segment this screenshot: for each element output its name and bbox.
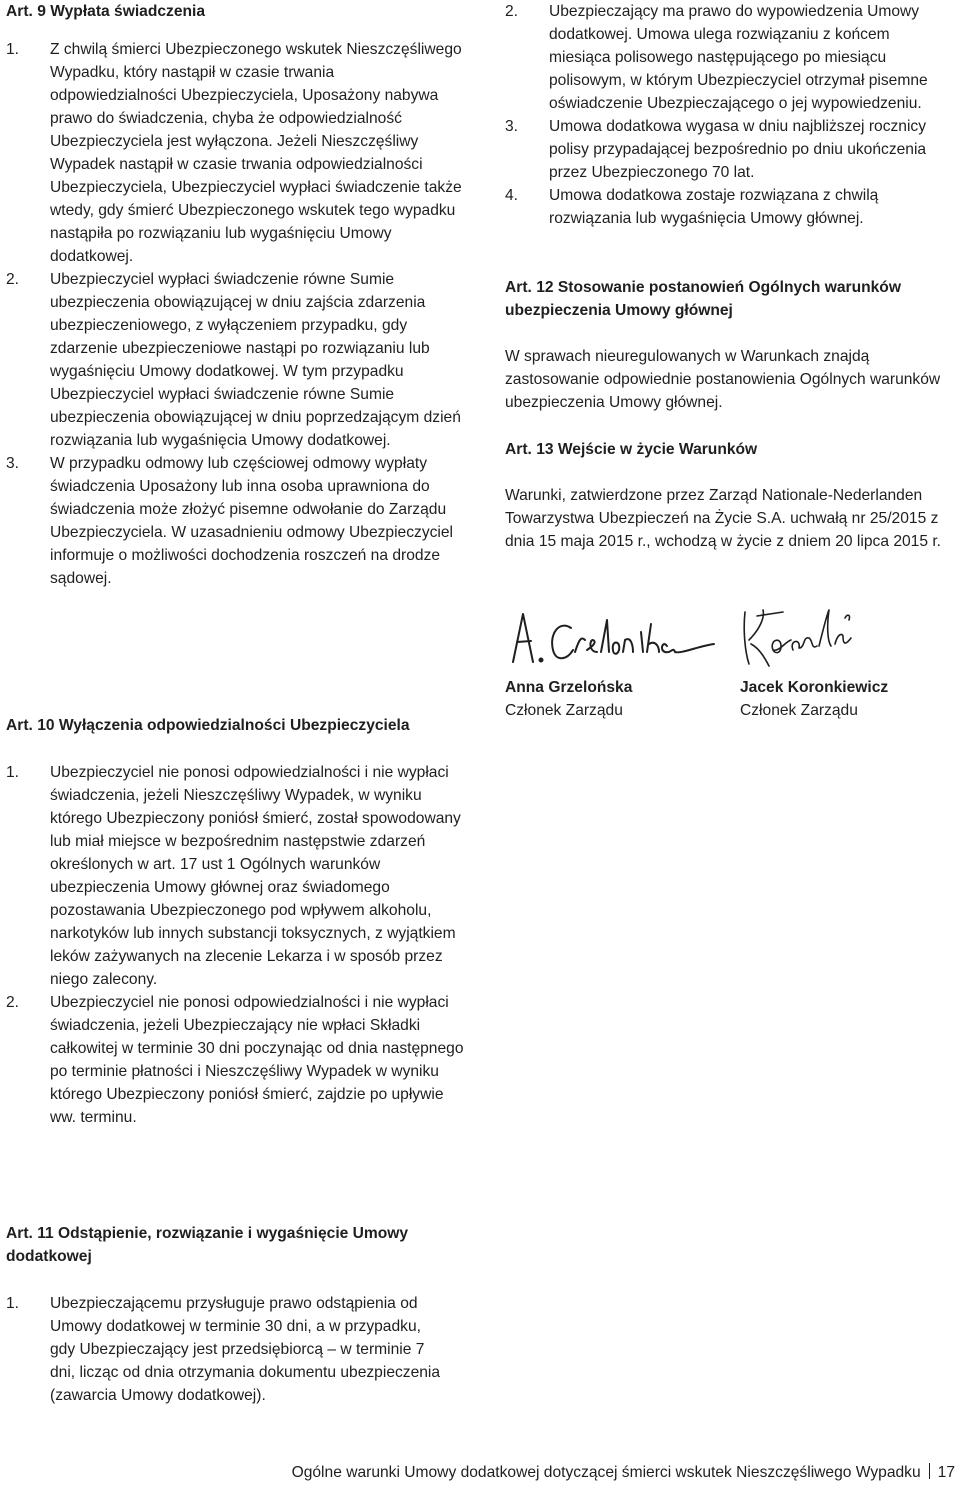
clause: [6, 1292, 446, 1407]
clause-text: Umowa dodatkowa wygasa w dniu najbliższej rocznicy polisy przypadającej bezpośrednio po dniu ukończenia przez Ubezpieczonego 70 lat.: [549, 118, 927, 181]
page-number: 17: [937, 1464, 955, 1481]
clause: [6, 268, 464, 452]
clause-number: 1.: [6, 1295, 20, 1312]
signatory-role: Członek Zarządu: [740, 702, 858, 719]
article-9: [6, 0, 464, 590]
clause-number: 2.: [505, 3, 519, 20]
article-11-clauses: [6, 1292, 446, 1407]
clause-text: Umowa dodatkowa zostaje rozwiązana z chwilą rozwiązania lub wygaśnięcia Umowy głównej.: [549, 187, 879, 227]
clause: [6, 38, 464, 268]
article-10-title: Art. 10 Wyłączenia odpowiedzialności Ubezpieczyciela: [6, 717, 410, 734]
article-10-clauses: [6, 761, 464, 1129]
clause-number: 1.: [6, 764, 20, 781]
signature-image-anna-grzelonska: [509, 606, 719, 668]
clause-number: 1.: [6, 41, 20, 58]
page-footer: [292, 1463, 955, 1483]
clause-text: Ubezpieczający ma prawo do wypowiedzenia Umowy dodatkowej. Umowa ulega rozwiązaniu z końcem miesiąca polisowego następującego po miesiącu polisowym, w którym Ubezpieczyciel otrzymał pisemne oświadczenie Ubezpieczającego o jej wypowiedzeniu.: [549, 3, 928, 112]
clause-text: Ubezpieczającemu przysługuje prawo odstąpienia od Umowy dodatkowej w terminie 30 dni, a w przypadku, gdy Ubezpieczający jest przedsiębiorcą – w terminie 7 dni, licząc od dnia otrzymania dokumentu ubezpieczenia (zawarcia Umowy dodatkowej).: [50, 1295, 441, 1404]
article-9-title: Art. 9 Wypłata świadczenia: [6, 3, 206, 20]
article-13-text: Warunki, zatwierdzone przez Zarząd Nationale-Nederlanden Towarzystwa Ubezpieczeń na Życie S.A. uchwałą nr 25/2015 z dnia 15 maja 2015 r., wchodzą w życie z dniem 20 lipca 2015 r.: [505, 487, 942, 550]
article-13: [505, 438, 955, 553]
article-10: [6, 714, 464, 1129]
footer-separator: [929, 1463, 930, 1479]
clause-text: Ubezpieczyciel nie ponosi odpowiedzialności i nie wypłaci świadczenia, jeżeli Nieszczęśliwy Wypadek, w wyniku którego Ubezpieczony poniósł śmierć, został spowodowany lub miał miejsce w bezpośrednim następstwie zdarzeń określonych w art. 17 ust 1 Ogólnych warunków ubezpieczenia Umowy głównej oraz świadomego pozostawania Ubezpieczonego pod wpływem alkoholu, narkotyków lub innych substancji toksycznych, z wyjątkiem leków zażywanych na zlecenie Lekarza i w sposób przez niego zalecony.: [50, 764, 461, 988]
signatory-2: [740, 676, 888, 722]
clause-text: W przypadku odmowy lub częściowej odmowy wypłaty świadczenia Uposażony lub inna osoba uprawniona do świadczenia może złożyć pisemne odwołanie do Zarządu Ubezpieczyciela. W uzasadnieniu odmowy Ubezpieczyciel informuje o możliwości dochodzenia roszczeń na drodze sądowej.: [50, 455, 454, 587]
article-13-title: Art. 13 Wejście w życie Warunków: [505, 441, 758, 458]
article-12-text: W sprawach nieuregulowanych w Warunkach znajdą zastosowanie odpowiednie postanowienia Ogólnych warunków ubezpieczenia Umowy głównej.: [505, 348, 941, 411]
signatory-name: Anna Grzelońska: [505, 679, 633, 696]
clause-text: Z chwilą śmierci Ubezpieczonego wskutek Nieszczęśliwego Wypadku, który nastąpił w czasie trwania odpowiedzialności Ubezpieczyciela, Uposażony nabywa prawo do świadczenia, chyba że odpowiedzialność Ubezpieczyciela jest wyłączona. Jeżeli Nieszczęśliwy Wypadek nastąpił w czasie trwania odpowiedzialności Ubezpieczyciela, Ubezpieczyciel wypłaci świadczenie także wtedy, gdy śmierć Ubezpieczonego wskutek tego wypadku nastąpiła po rozwiązaniu lub wygaśnięciu Umowy dodatkowej.: [50, 41, 462, 265]
article-12: [505, 276, 945, 414]
clause-number: 3.: [505, 118, 519, 135]
clause-number: 4.: [505, 187, 519, 204]
signature-image-jacek-koronkiewicz: [739, 600, 859, 670]
clause: [6, 991, 464, 1129]
clause-number: 3.: [6, 455, 20, 472]
signatory-1: [505, 676, 632, 722]
clause-number: 2.: [6, 271, 20, 288]
article-11-title: Art. 11 Odstąpienie, rozwiązanie i wygaśnięcie Umowy dodatkowej: [6, 1225, 409, 1265]
clause: [505, 0, 955, 115]
clause: [505, 115, 955, 184]
article-11-continued-clauses: [505, 0, 955, 230]
clause: [6, 452, 464, 590]
article-12-title: Art. 12 Stosowanie postanowień Ogólnych warunków ubezpieczenia Umowy głównej: [505, 279, 901, 319]
article-11: [6, 1222, 446, 1407]
clause-number: 2.: [6, 994, 20, 1011]
clause-text: Ubezpieczyciel wypłaci świadczenie równe Sumie ubezpieczenia obowiązującej w dniu zajścia zdarzenia ubezpieczeniowego, z wyłączeniem przypadku, gdy zdarzenie ubezpieczeniowe nastąpi po rozwiązaniu lub wygaśnięciu Umowy dodatkowej. W tym przypadku Ubezpieczyciel wypłaci świadczenie równe Sumie ubezpieczenia obowiązującej w dniu poprzedzającym dzień rozwiązania lub wygaśnięcia Umowy dodatkowej.: [50, 271, 461, 449]
signatory-role: Członek Zarządu: [505, 702, 623, 719]
clause: [505, 184, 955, 230]
article-9-clauses: [6, 38, 464, 590]
clause: [6, 761, 464, 991]
footer-document-title: Ogólne warunki Umowy dodatkowej dotyczącej śmierci wskutek Nieszczęśliwego Wypadku: [291, 1464, 921, 1481]
signatory-name: Jacek Koronkiewicz: [740, 679, 889, 696]
clause-text: Ubezpieczyciel nie ponosi odpowiedzialności i nie wypłaci świadczenia, jeżeli Ubezpieczający nie wpłaci Składki całkowitej w terminie 30 dni poczynając od dnia następnego po terminie płatności i Nieszczęśliwy Wypadek w wyniku którego Ubezpieczony poniósł śmierć, zajdzie po upływie ww. terminu.: [50, 994, 464, 1126]
